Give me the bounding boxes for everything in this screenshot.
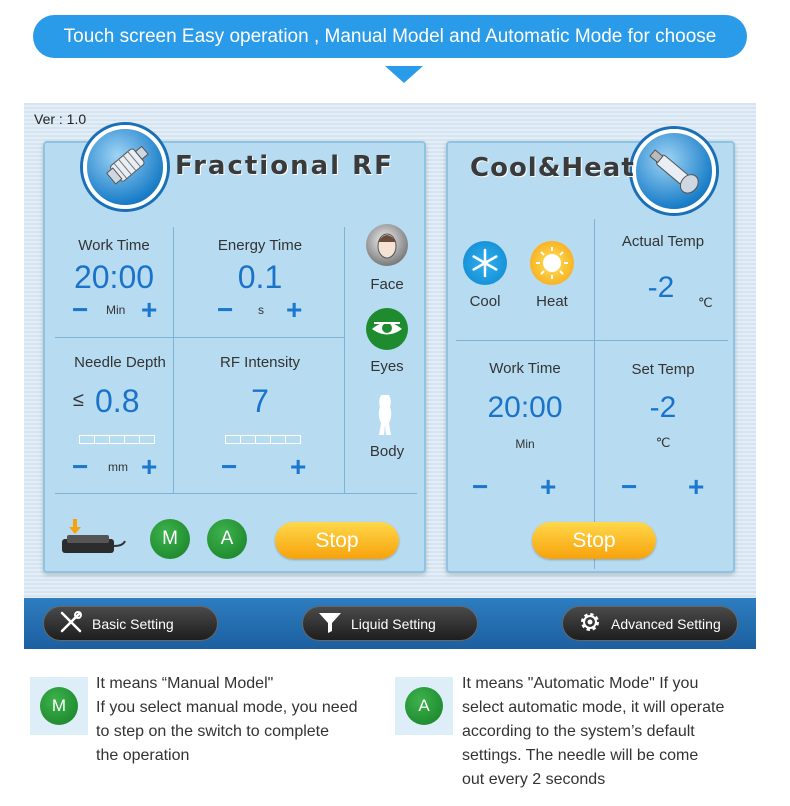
divider xyxy=(55,493,417,494)
legend-line: to step on the switch to complete xyxy=(96,723,330,740)
work-time-minus-button[interactable]: − xyxy=(72,294,89,325)
manual-legend-text xyxy=(96,672,358,768)
set-temp-minus-button[interactable]: − xyxy=(621,471,638,502)
set-temp-value: -2 xyxy=(649,391,677,424)
actual-temp-unit: ℃ xyxy=(698,295,713,310)
divider xyxy=(55,337,345,338)
banner-arrow-icon xyxy=(385,66,423,83)
set-temp-plus-button[interactable]: + xyxy=(688,471,705,502)
work-time-plus-button[interactable]: + xyxy=(141,294,158,325)
area-body-label: Body xyxy=(369,443,405,460)
needle-depth-value: 0.8 xyxy=(95,383,140,419)
energy-time-unit: s xyxy=(258,303,264,317)
cool-heat-panel-title: Cool&Heat xyxy=(470,153,635,183)
divider xyxy=(594,219,595,569)
auto-legend-icon xyxy=(395,677,453,735)
snowflake-icon[interactable] xyxy=(463,241,507,285)
legend-line: out every 2 seconds xyxy=(462,771,606,788)
basic-setting-label: Basic Setting xyxy=(92,615,174,632)
bottom-nav-bar xyxy=(24,598,756,649)
manual-legend-icon xyxy=(30,677,88,735)
energy-time-value: 0.1 xyxy=(237,259,283,295)
needle-depth-unit: mm xyxy=(108,460,128,474)
gear-icon xyxy=(563,609,611,638)
needle-depth-minus-button[interactable]: − xyxy=(72,451,89,482)
energy-time-minus-button[interactable]: − xyxy=(217,294,234,325)
actual-temp-label: Actual Temp xyxy=(621,233,705,250)
rf-intensity-minus-button[interactable]: − xyxy=(221,451,238,482)
tools-icon xyxy=(44,609,92,638)
auto-legend-text xyxy=(462,672,724,792)
foot-switch-icon[interactable] xyxy=(59,519,131,559)
work-time-label: Work Time xyxy=(78,237,150,254)
divider xyxy=(344,227,345,493)
ch-work-time-label: Work Time xyxy=(489,360,561,377)
legend-line: It means "Automatic Mode" If you xyxy=(462,675,699,692)
cool-heat-handpiece-icon xyxy=(632,129,716,213)
rf-stop-button[interactable]: Stop xyxy=(275,522,399,559)
rf-panel-title: Fractional RF xyxy=(175,151,394,181)
legend-line: the operation xyxy=(96,747,190,764)
energy-time-label: Energy Time xyxy=(217,237,303,254)
legend-line: If you select manual mode, you need xyxy=(96,699,358,716)
ch-work-time-value: 20:00 xyxy=(487,391,563,424)
legend-line: according to the system’s default xyxy=(462,723,695,740)
funnel-icon xyxy=(303,609,351,638)
top-banner: Touch screen Easy operation , Manual Model and Automatic Mode for choose xyxy=(33,15,747,58)
ch-work-time-unit: Min xyxy=(515,437,535,451)
cool-heat-panel xyxy=(446,141,735,573)
ch-work-time-plus-button[interactable]: + xyxy=(540,471,557,502)
advanced-setting-label: Advanced Setting xyxy=(611,615,721,632)
eye-icon[interactable] xyxy=(366,308,408,350)
ch-work-time-minus-button[interactable]: − xyxy=(472,471,489,502)
rf-handpiece-icon xyxy=(83,125,167,209)
cool-label: Cool xyxy=(469,293,501,310)
needle-depth-level-bar[interactable] xyxy=(79,435,155,444)
body-icon[interactable] xyxy=(370,393,400,437)
rf-intensity-level-bar[interactable] xyxy=(225,435,301,444)
rf-intensity-plus-button[interactable]: + xyxy=(290,451,307,482)
face-icon[interactable] xyxy=(366,224,408,266)
liquid-setting-label: Liquid Setting xyxy=(351,615,436,632)
legend-line: select automatic mode, it will operate xyxy=(462,699,725,716)
work-time-unit: Min xyxy=(106,303,126,317)
device-screen xyxy=(24,103,756,649)
set-temp-unit: ℃ xyxy=(655,435,671,450)
advanced-setting-button[interactable] xyxy=(562,606,738,641)
legend-line: settings. The needle will be come xyxy=(462,747,699,764)
manual-legend-symbol: M xyxy=(40,687,78,725)
sun-icon[interactable] xyxy=(530,241,574,285)
divider xyxy=(456,340,728,341)
auto-legend-symbol: A xyxy=(405,687,443,725)
ch-stop-button[interactable]: Stop xyxy=(532,522,656,559)
rf-intensity-label: RF Intensity xyxy=(219,354,301,371)
auto-mode-button[interactable]: A xyxy=(207,519,247,559)
version-label: Ver : 1.0 xyxy=(34,111,87,127)
rf-intensity-value: 7 xyxy=(251,383,269,419)
fractional-rf-panel xyxy=(43,141,426,573)
area-eyes-label: Eyes xyxy=(370,358,404,375)
energy-time-plus-button[interactable]: + xyxy=(286,294,303,325)
needle-depth-plus-button[interactable]: + xyxy=(141,451,158,482)
liquid-setting-button[interactable] xyxy=(302,606,478,641)
set-temp-label: Set Temp xyxy=(631,361,695,378)
work-time-value: 20:00 xyxy=(73,259,155,295)
heat-label: Heat xyxy=(536,293,568,310)
manual-mode-button[interactable]: M xyxy=(150,519,190,559)
actual-temp-value: -2 xyxy=(647,271,675,304)
basic-setting-button[interactable] xyxy=(43,606,218,641)
area-face-label: Face xyxy=(370,276,404,293)
needle-depth-label: Needle Depth xyxy=(74,354,166,371)
needle-depth-prefix: ≤ xyxy=(73,389,84,411)
legend-line: It means “Manual Model" xyxy=(96,675,274,692)
